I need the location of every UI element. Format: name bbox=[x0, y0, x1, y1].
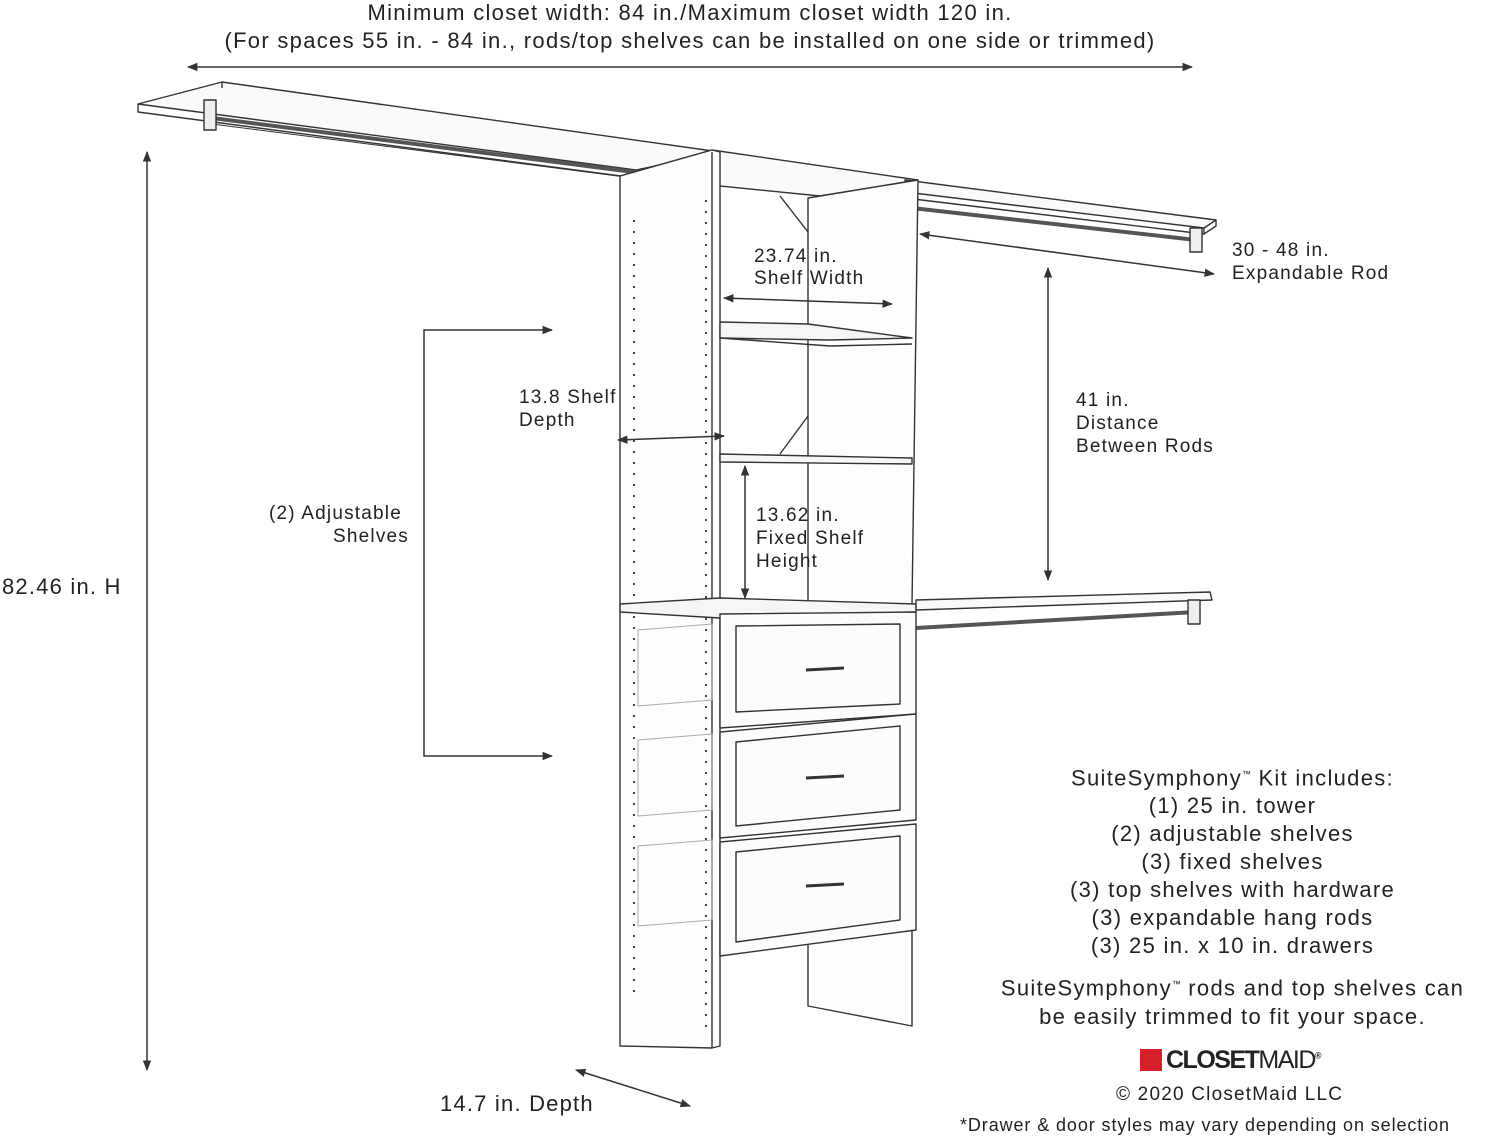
header-line-1: Minimum closet width: 84 in./Maximum closet width 120 in. bbox=[367, 0, 1013, 25]
right-lower-shelf bbox=[916, 592, 1212, 628]
kit-item: (3) expandable hang rods bbox=[1091, 905, 1374, 931]
logo-bold: CLOSET bbox=[1166, 1045, 1259, 1074]
shelf-width-label-1: 23.74 in. bbox=[754, 246, 838, 267]
fixed-height-label-1: 13.62 in. bbox=[756, 505, 840, 526]
kit-title-rest: Kit includes: bbox=[1251, 765, 1394, 791]
rod-arrow bbox=[920, 234, 1214, 274]
kit-item: (1) 25 in. tower bbox=[1148, 793, 1317, 819]
copyright: © 2020 ClosetMaid LLC bbox=[1116, 1084, 1344, 1105]
rod-label-2: Expandable Rod bbox=[1232, 263, 1390, 284]
adjustable-label-2: Shelves bbox=[333, 526, 409, 547]
fixed-height-label-2: Fixed Shelf bbox=[756, 528, 865, 549]
height-label: 82.46 in. H bbox=[2, 574, 122, 599]
kit-tm: ™ bbox=[1242, 769, 1252, 779]
between-rods-label-1: 41 in. bbox=[1076, 390, 1130, 411]
kit-item: (3) top shelves with hardware bbox=[1069, 877, 1396, 903]
depth-label: 14.7 in. Depth bbox=[440, 1091, 594, 1116]
between-rods-label-3: Between Rods bbox=[1076, 436, 1214, 457]
drawer-1 bbox=[720, 612, 916, 728]
drawer-2 bbox=[720, 714, 916, 838]
adjustable-label-1: (2) Adjustable bbox=[269, 503, 402, 524]
kit-item: (3) 25 in. x 10 in. drawers bbox=[1090, 933, 1375, 959]
kit-contents bbox=[965, 760, 1500, 1031]
fixed-height-label-3: Height bbox=[756, 551, 819, 572]
header-line-2: (For spaces 55 in. - 84 in., rods/top shelves can be installed on one side or trimmed) bbox=[224, 28, 1156, 53]
kit-note-line-1 bbox=[965, 970, 1500, 1002]
between-rods-label-2: Distance bbox=[1076, 413, 1160, 434]
note-tm: ™ bbox=[1171, 979, 1181, 990]
disclaimer: *Drawer & door styles may vary depending on selection bbox=[960, 1115, 1450, 1135]
kit-note-line-2: be easily trimmed to fit your space. bbox=[1039, 1003, 1426, 1029]
logo-red-square bbox=[1140, 1049, 1162, 1071]
shelf-width-label-2: Shelf Width bbox=[754, 268, 865, 289]
shelf-depth-label-1: 13.8 Shelf bbox=[519, 387, 617, 408]
kit-title bbox=[965, 760, 1500, 792]
kit-brand: SuiteSymphony bbox=[1071, 765, 1243, 791]
rod-label-1: 30 - 48 in. bbox=[1232, 240, 1330, 261]
note-brand: SuiteSymphony bbox=[1000, 975, 1172, 1001]
shelf-depth-label-2: Depth bbox=[519, 410, 576, 431]
logo-wordmark bbox=[1166, 1046, 1322, 1075]
closetmaid-logo bbox=[1140, 1046, 1322, 1074]
logo-mark: ® bbox=[1314, 1050, 1322, 1061]
kit-item: (3) fixed shelves bbox=[1141, 849, 1324, 875]
kit-item: (2) adjustable shelves bbox=[1111, 821, 1354, 847]
note-rest: rods and top shelves can bbox=[1180, 975, 1465, 1001]
left-top-shelf bbox=[138, 82, 720, 178]
logo-thin: MAID bbox=[1258, 1045, 1315, 1074]
